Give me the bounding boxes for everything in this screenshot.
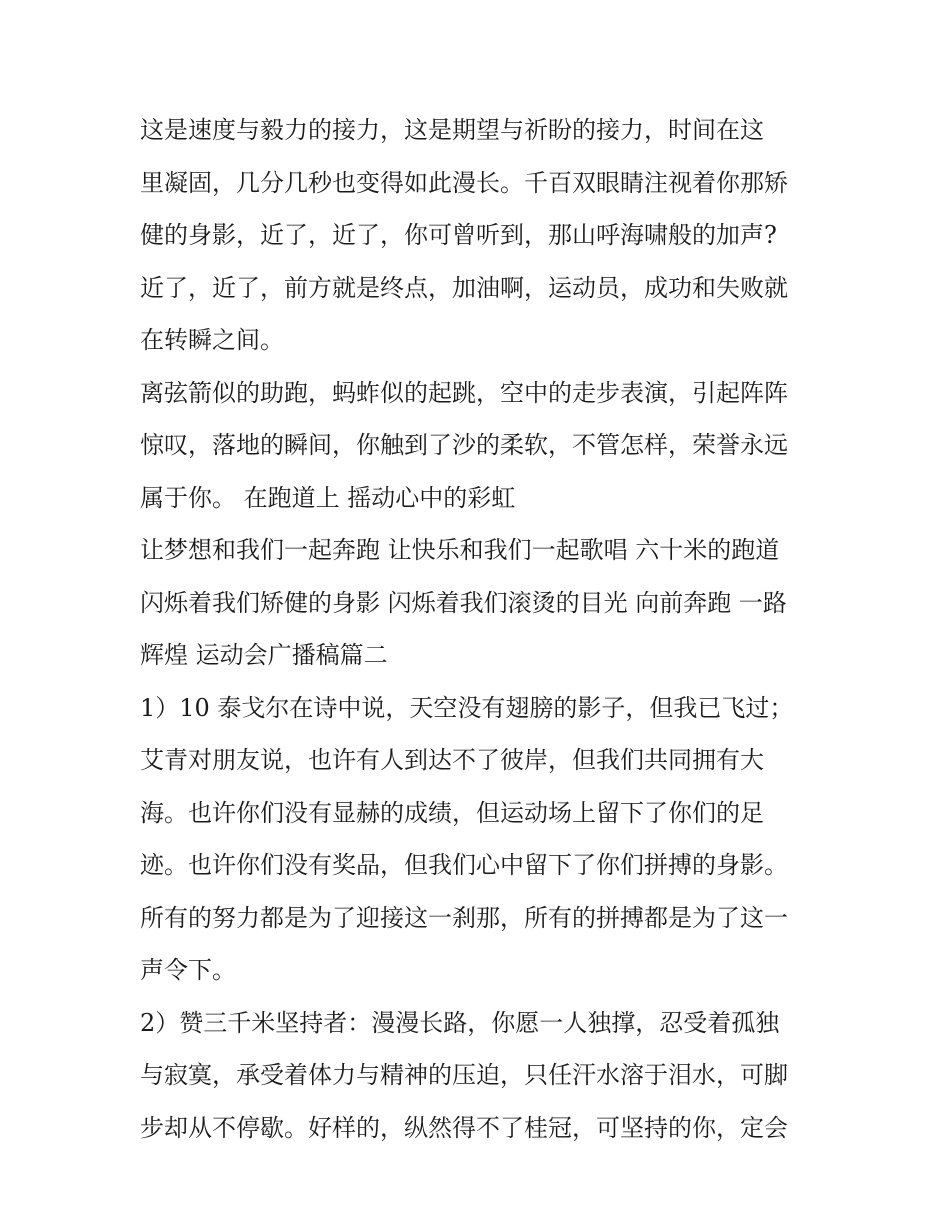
text-line: 里凝固，几分几秒也变得如此漫长。千百双眼睛注视着你那矫 xyxy=(140,168,788,197)
text-line: 艾青对朋友说，也许有人到达不了彼岸，但我们共同拥有大 xyxy=(140,746,764,774)
text-line: 闪烁着我们矫健的身影 闪烁着我们滚烫的目光 向前奔跑 一路 xyxy=(140,588,787,617)
text-line: 近了，近了，前方就是终点，加油啊，运动员，成功和失败就 xyxy=(140,273,788,302)
text-line: 属于你。 在跑道上 摇动心中的彩虹 xyxy=(140,483,516,512)
text-line: 辉煌 运动会广播稿篇二 xyxy=(140,641,388,669)
text-line: 2）赞三千米坚持者：漫漫长路，你愿一人独撑，忍受着孤独 xyxy=(140,1008,780,1037)
text-line: 海。也许你们没有显赫的成绩，但运动场上留下了你们的足 xyxy=(140,798,764,827)
text-line: 健的身影，近了，近了，你可曾听到，那山呼海啸般的加声? xyxy=(140,221,777,249)
text-line: 步却从不停歇。好样的，纵然得不了桂冠，可坚持的你，定会 xyxy=(140,1113,788,1142)
text-line: 所有的努力都是为了迎接这一刹那，所有的拼搏都是为了这一 xyxy=(140,903,788,932)
text-line: 与寂寞，承受着体力与精神的压迫，只任汗水溶于泪水，可脚 xyxy=(140,1061,788,1089)
text-line: 让梦想和我们一起奔跑 让快乐和我们一起歌唱 六十米的跑道 xyxy=(140,536,780,564)
text-line: 惊叹，落地的瞬间，你触到了沙的柔软，不管怎样，荣誉永远 xyxy=(140,431,788,459)
text-line: 离弦箭似的助跑，蚂蚱似的起跳，空中的走步表演，引起阵阵 xyxy=(140,378,788,407)
text-line: 1）10 泰戈尔在诗中说，天空没有翅膀的影子，但我已飞过； xyxy=(140,693,794,722)
text-line: 声令下。 xyxy=(140,956,236,984)
text-line: 这是速度与毅力的接力，这是期望与祈盼的接力，时间在这 xyxy=(140,116,764,144)
text-line: 在转瞬之间。 xyxy=(140,326,284,354)
body-text xyxy=(140,104,820,1154)
text-line: 迹。也许你们没有奖品，但我们心中留下了你们拼搏的身影。 xyxy=(140,851,788,879)
